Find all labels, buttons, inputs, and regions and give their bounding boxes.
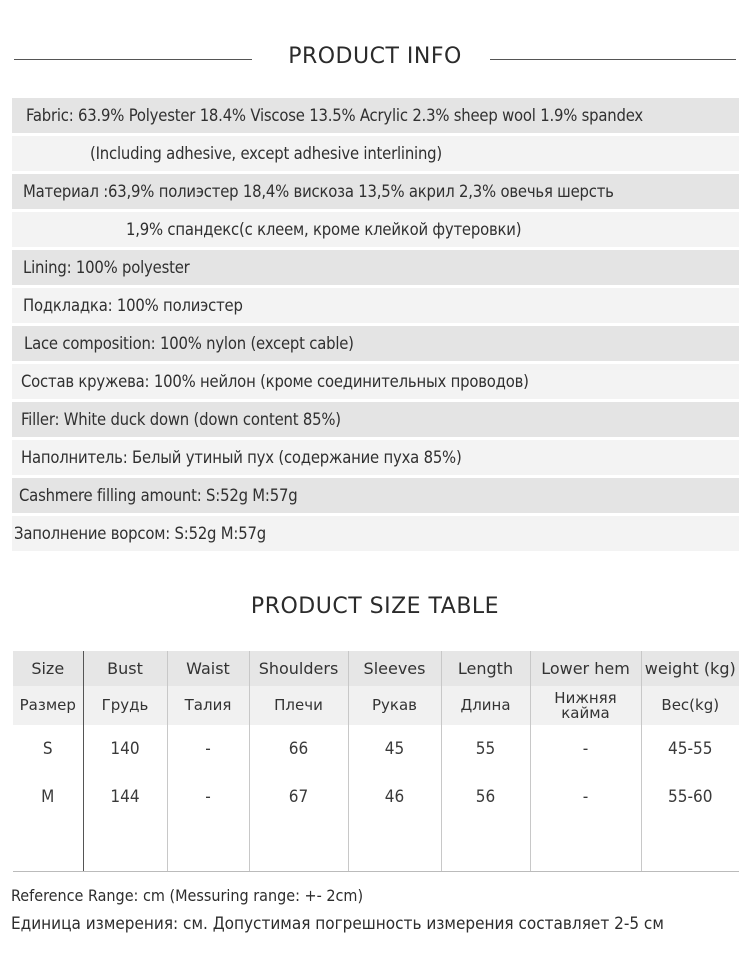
info-row-text: Lining: 100% polyester — [23, 258, 190, 277]
table-cell: Lower hem — [530, 651, 641, 686]
table-cell: 55 — [441, 725, 530, 773]
info-row — [12, 440, 739, 475]
product-info-list — [12, 98, 739, 554]
info-row-text: Состав кружева: 100% нейлон (кроме соединительных проводов) — [21, 372, 529, 391]
info-row-text: (Including adhesive, except adhesive interlining) — [90, 144, 442, 163]
table-cell: S — [42, 739, 53, 759]
table-cell — [441, 821, 530, 872]
table-cell: 56 — [441, 773, 530, 821]
table-cell — [83, 821, 167, 872]
table-cell: 66 — [249, 725, 348, 773]
info-row — [12, 136, 739, 171]
info-row-text: Материал :63,9% полиэстер 18,4% вискоза 13,5% акрил 2,3% овечья шерсть — [23, 182, 614, 201]
table-cell: Грудь — [83, 686, 167, 725]
measurement-note-ru: Единица измерения: см. Допустимая погрешность измерения составляет 2-5 см — [11, 914, 664, 934]
info-row-text: Lace composition: 100% nylon (except cable) — [24, 334, 354, 353]
info-row — [12, 516, 739, 551]
table-cell: weight (kg) — [641, 651, 739, 686]
info-row — [12, 364, 739, 399]
table-cell: 45 — [348, 725, 441, 773]
table-cell: Sleeves — [348, 651, 441, 686]
table-cell: Bust — [83, 651, 167, 686]
info-row — [12, 326, 739, 361]
info-row — [12, 98, 739, 133]
info-row-text: Fabric: 63.9% Polyester 18.4% Viscose 13.5% Acrylic 2.3% sheep wool 1.9% spandex — [26, 106, 643, 125]
table-cell: Вес(kg) — [641, 686, 739, 725]
table-cell: Shoulders — [249, 651, 348, 686]
table-cell: Размер — [13, 686, 83, 725]
table-cell — [641, 821, 739, 872]
info-row — [12, 212, 739, 247]
info-row — [12, 250, 739, 285]
info-row — [12, 402, 739, 437]
table-cell: - — [530, 725, 641, 773]
product-info-title: PRODUCT INFO — [288, 44, 462, 69]
table-cell: Нижняя кайма — [530, 686, 641, 725]
table-cell: Плечи — [249, 686, 348, 725]
info-row-text: Наполнитель: Белый утиный пух (содержание пуха 85%) — [21, 448, 462, 467]
product-info-header — [0, 40, 750, 80]
table-cell: 67 — [249, 773, 348, 821]
info-row-text: Cashmere filling amount: S:52g M:57g — [19, 486, 298, 505]
table-row — [13, 725, 739, 773]
size-table-title: PRODUCT SIZE TABLE — [250, 594, 500, 619]
table-cell: - — [167, 725, 249, 773]
table-cell: Талия — [167, 686, 249, 725]
table-cell: 46 — [348, 773, 441, 821]
info-row-text: Заполнение ворсом: S:52g M:57g — [14, 524, 266, 543]
info-row-text: Filler: White duck down (down content 85%) — [21, 410, 341, 429]
table-cell: Length — [441, 651, 530, 686]
table-cell: M — [41, 787, 55, 807]
table-cell: 45-55 — [641, 725, 739, 773]
divider-line-right — [490, 59, 736, 60]
table-cell: 55-60 — [641, 773, 739, 821]
info-row-text: Подкладка: 100% полиэстер — [23, 296, 243, 315]
size-table — [13, 651, 739, 872]
table-cell: Size — [13, 651, 83, 686]
info-row-text: 1,9% спандекс(с клеем, кроме клейкой футеровки) — [126, 220, 522, 239]
table-cell: Waist — [167, 651, 249, 686]
table-cell: - — [167, 773, 249, 821]
header-row-ru — [13, 686, 739, 725]
table-cell: Длина — [441, 686, 530, 725]
table-cell: 144 — [83, 773, 167, 821]
table-cell: 140 — [83, 725, 167, 773]
info-row — [12, 174, 739, 209]
table-cell — [13, 821, 83, 872]
info-row — [12, 478, 739, 513]
info-row — [12, 288, 739, 323]
table-cell — [530, 821, 641, 872]
table-cell: Рукав — [348, 686, 441, 725]
table-cell — [167, 821, 249, 872]
table-row — [13, 773, 739, 821]
header-row-en — [13, 651, 739, 686]
table-cell — [249, 821, 348, 872]
table-spacer-row — [13, 821, 739, 872]
reference-range-note: Reference Range: cm (Messuring range: +- 2cm) — [11, 886, 364, 905]
table-cell: - — [530, 773, 641, 821]
table-cell — [348, 821, 441, 872]
